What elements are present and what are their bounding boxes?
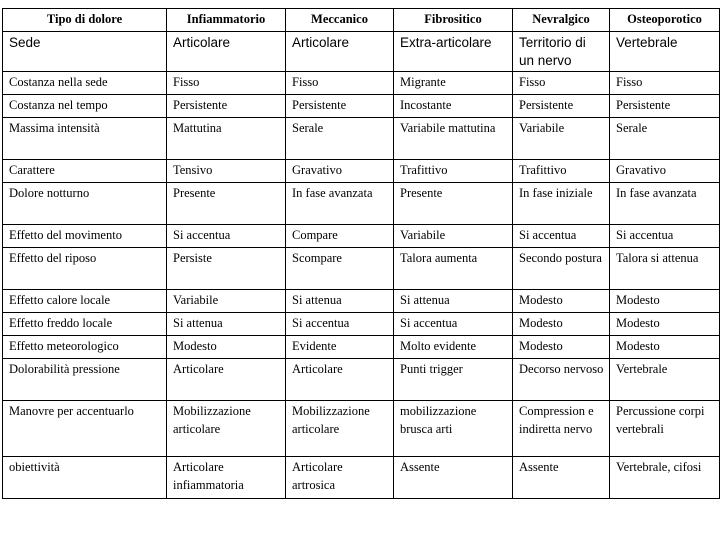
table-cell: Articolare infiammatoria: [167, 457, 286, 499]
table-cell: Articolare: [286, 359, 394, 401]
table-row: [3, 225, 720, 248]
table-cell: Migrante: [394, 72, 513, 95]
table-cell: Modesto: [610, 313, 720, 336]
column-header: Fibrositico: [394, 9, 513, 32]
row-label: Massima intensità: [3, 118, 167, 160]
table-cell: Modesto: [610, 336, 720, 359]
column-header: Nevralgico: [513, 9, 610, 32]
table-cell: Fisso: [167, 72, 286, 95]
column-header: Tipo di dolore: [3, 9, 167, 32]
row-label: Dolorabilità pressione: [3, 359, 167, 401]
table-cell: Articolare: [167, 359, 286, 401]
table-cell: Talora aumenta: [394, 248, 513, 290]
table-cell: In fase iniziale: [513, 183, 610, 225]
table-cell: Evidente: [286, 336, 394, 359]
table-cell: Gravativo: [610, 160, 720, 183]
table-cell: Modesto: [513, 290, 610, 313]
table-cell: Persiste: [167, 248, 286, 290]
table-cell: Scompare: [286, 248, 394, 290]
table-cell: Presente: [394, 183, 513, 225]
table-cell: Molto evidente: [394, 336, 513, 359]
table-cell: Gravativo: [286, 160, 394, 183]
table-cell: Modesto: [513, 313, 610, 336]
row-label: Carattere: [3, 160, 167, 183]
table-cell: Serale: [286, 118, 394, 160]
row-label: Effetto del movimento: [3, 225, 167, 248]
table-cell: Presente: [167, 183, 286, 225]
table-cell: Fisso: [513, 72, 610, 95]
row-label: Effetto del riposo: [3, 248, 167, 290]
table-row: [3, 313, 720, 336]
table-cell: Variabile: [167, 290, 286, 313]
row-label: Sede: [3, 32, 167, 72]
table-row: [3, 359, 720, 401]
table-cell: Articolare artrosica: [286, 457, 394, 499]
table-cell: Si attenua: [167, 313, 286, 336]
table-cell: In fase avanzata: [610, 183, 720, 225]
table-cell: Compression e indiretta nervo: [513, 401, 610, 457]
table-row: [3, 401, 720, 457]
row-label: Dolore notturno: [3, 183, 167, 225]
table-cell: Mobilizzazione articolare: [286, 401, 394, 457]
column-header: Meccanico: [286, 9, 394, 32]
table-cell: Vertebrale, cifosi: [610, 457, 720, 499]
table-row: [3, 95, 720, 118]
table-cell: Variabile: [513, 118, 610, 160]
table-cell: Assente: [513, 457, 610, 499]
row-label: Manovre per accentuarlo: [3, 401, 167, 457]
table-cell: Vertebrale: [610, 359, 720, 401]
table-cell: Si accentua: [394, 313, 513, 336]
table-row: [3, 248, 720, 290]
table-cell: Percussione corpi vertebrali: [610, 401, 720, 457]
table-cell: Variabile: [394, 225, 513, 248]
table-cell: Articolare: [286, 32, 394, 72]
table-cell: Vertebrale: [610, 32, 720, 72]
row-label: Effetto calore locale: [3, 290, 167, 313]
table-row: [3, 457, 720, 499]
table-cell: Articolare: [167, 32, 286, 72]
table-cell: Mobilizzazione articolare: [167, 401, 286, 457]
table-row: [3, 160, 720, 183]
table-cell: Decorso nervoso: [513, 359, 610, 401]
table-cell: Trafittivo: [394, 160, 513, 183]
table-cell: Extra-articolare: [394, 32, 513, 72]
row-label: Effetto freddo locale: [3, 313, 167, 336]
table-cell: Incostante: [394, 95, 513, 118]
table-cell: Persistente: [286, 95, 394, 118]
table-cell: Compare: [286, 225, 394, 248]
table-cell: Persistente: [513, 95, 610, 118]
table-cell: Si accentua: [167, 225, 286, 248]
table-cell: Mattutina: [167, 118, 286, 160]
table-row: [3, 183, 720, 225]
table-row: [3, 32, 720, 72]
table-cell: Trafittivo: [513, 160, 610, 183]
table-row: [3, 336, 720, 359]
table-cell: Modesto: [513, 336, 610, 359]
table-cell: Fisso: [610, 72, 720, 95]
table-cell: mobilizzazione brusca arti: [394, 401, 513, 457]
table-cell: In fase avanzata: [286, 183, 394, 225]
table-row: [3, 72, 720, 95]
table-cell: Persistente: [167, 95, 286, 118]
table-cell: Si accentua: [513, 225, 610, 248]
table-cell: Assente: [394, 457, 513, 499]
table-row: [3, 118, 720, 160]
row-label: Effetto meteorologico: [3, 336, 167, 359]
pain-types-table: [2, 8, 720, 499]
table-cell: Modesto: [610, 290, 720, 313]
row-label: obiettività: [3, 457, 167, 499]
column-header: Infiammatorio: [167, 9, 286, 32]
table-row: [3, 290, 720, 313]
table-cell: Talora si attenua: [610, 248, 720, 290]
table-cell: Si accentua: [286, 313, 394, 336]
table-cell: Variabile mattutina: [394, 118, 513, 160]
table-cell: Si accentua: [610, 225, 720, 248]
table-cell: Persistente: [610, 95, 720, 118]
column-header: Osteoporotico: [610, 9, 720, 32]
row-label: Costanza nel tempo: [3, 95, 167, 118]
table-cell: Modesto: [167, 336, 286, 359]
row-label: Costanza nella sede: [3, 72, 167, 95]
table-header-row: [3, 9, 720, 32]
table-cell: Punti trigger: [394, 359, 513, 401]
table-cell: Si attenua: [394, 290, 513, 313]
table-cell: Territorio di un nervo: [513, 32, 610, 72]
table-cell: Serale: [610, 118, 720, 160]
table-cell: Tensivo: [167, 160, 286, 183]
table-cell: Fisso: [286, 72, 394, 95]
table-cell: Secondo postura: [513, 248, 610, 290]
table-cell: Si attenua: [286, 290, 394, 313]
